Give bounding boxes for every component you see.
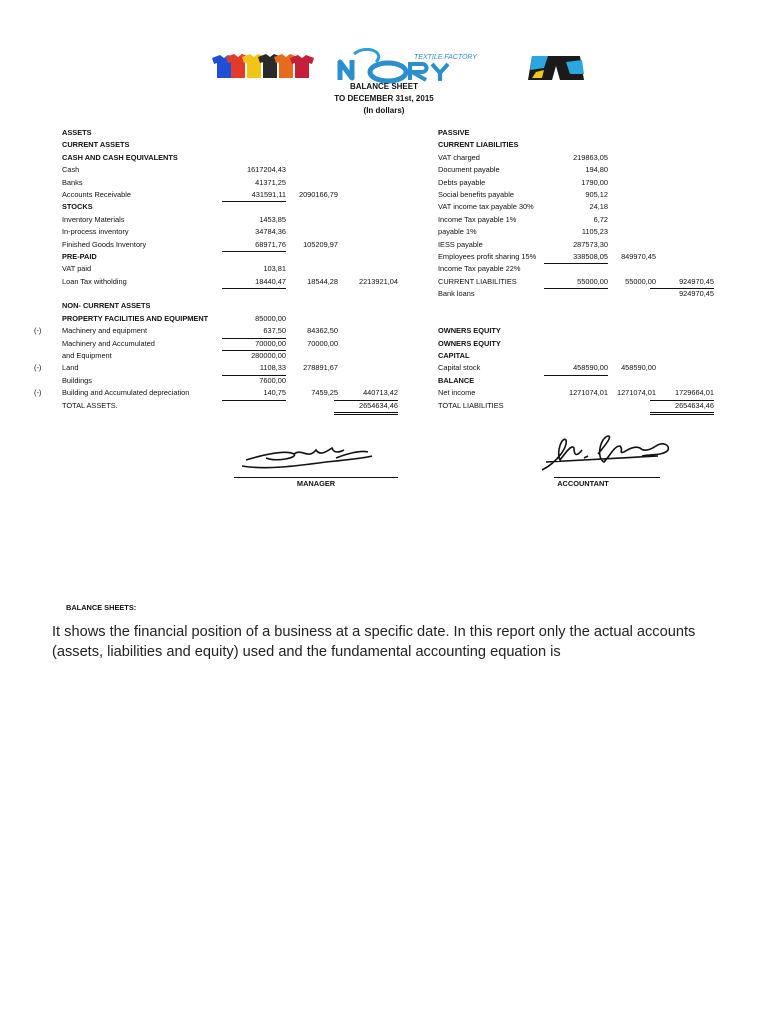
liabilities-row (438, 387, 714, 399)
assets-section (34, 127, 402, 412)
amount-col2: 7459,25 (311, 388, 338, 398)
amount-col1: 431591,11 (222, 189, 286, 202)
minus-marker: (-) (34, 388, 42, 398)
assets-row (34, 387, 402, 399)
liabilities-row (438, 177, 714, 189)
liabilities-row (438, 239, 714, 251)
liabilities-row (438, 300, 714, 312)
liabilities-row (438, 139, 714, 151)
account-label: Loan Tax witholding (62, 276, 127, 286)
liabilities-section (438, 127, 714, 412)
account-label: VAT charged (438, 152, 480, 162)
liabilities-row (438, 152, 714, 164)
account-label: and Equipment (62, 351, 112, 361)
account-label: Finished Goods Inventory (62, 239, 147, 249)
assets-row (62, 177, 402, 189)
amount-col1: 6,72 (593, 214, 608, 224)
amount-col1: 1108,33 (222, 362, 286, 375)
amount-col2: 18544,28 (307, 276, 338, 286)
amount-col1: 1617204,43 (246, 165, 286, 175)
amount-col1: 55000,00 (544, 276, 608, 289)
amount-col1: 637,50 (222, 325, 286, 338)
accountant-label: ACCOUNTANT (557, 479, 609, 488)
sheet-date: TO DECEMBER 31st, 2015 (334, 94, 434, 103)
account-label: CURRENT LIABILITIES (438, 140, 519, 150)
amount-col1: 1105,23 (581, 227, 608, 237)
liabilities-row (438, 400, 714, 412)
account-label: CAPITAL (438, 351, 470, 361)
accountant-signature-line (554, 477, 660, 478)
amount-col1: 103,81 (263, 264, 286, 274)
accountant-signature (538, 432, 674, 474)
brand-tagline: TEXTILE FACTORY (414, 54, 477, 61)
shorts-logo (526, 54, 586, 82)
assets-row (62, 127, 402, 139)
liabilities-row (438, 226, 714, 238)
account-label: Machinery and equipment (62, 326, 148, 336)
amount-col2: 849970,45 (621, 251, 656, 261)
liabilities-row (438, 127, 714, 139)
manager-signature-line (234, 477, 398, 478)
amount-col1: 70000,00 (222, 338, 286, 351)
account-label: Capital stock (438, 363, 481, 373)
assets-row (62, 251, 402, 263)
assets-row (62, 214, 402, 226)
account-label: Net income (438, 388, 476, 398)
account-label: CURRENT LIABILITIES (438, 276, 517, 286)
account-label: BALANCE (438, 375, 475, 385)
account-label: Accounts Receivable (62, 189, 132, 199)
tshirts-logo (210, 52, 318, 80)
amount-col1: 34784,36 (255, 227, 286, 237)
account-label: Social benefits payable (438, 189, 515, 199)
account-label: Machinery and Accumulated (62, 338, 155, 348)
amount-col2: 55000,00 (625, 276, 656, 286)
assets-row (62, 201, 402, 213)
minus-marker: (-) (34, 326, 42, 336)
amount-col2: 1271074,01 (616, 388, 656, 398)
assets-row (62, 350, 402, 362)
amount-col3: 440713,42 (334, 387, 398, 400)
assets-row (62, 152, 402, 164)
account-label: Document payable (438, 165, 500, 175)
account-label: NON- CURRENT ASSETS (62, 301, 151, 311)
amount-col1: 1271074,01 (568, 388, 608, 398)
amount-col3: 924970,45 (650, 276, 714, 289)
account-label: Bank loans (438, 289, 475, 299)
amount-col1: 280000,00 (251, 351, 286, 361)
account-label: In-process inventory (62, 227, 129, 237)
manager-signature (236, 440, 376, 474)
footer-paragraph: It shows the financial position of a business at a specific date. In this report only the actual accounts (assets, liabilities and equity) used and the fundamental accounting equation is (52, 624, 696, 660)
assets-row (62, 288, 402, 300)
account-label: OWNERS EQUITY (438, 326, 501, 336)
assets-row (62, 313, 402, 325)
account-label: Inventory Materials (62, 214, 125, 224)
sheet-title: BALANCE SHEET (349, 82, 418, 91)
assets-row (62, 375, 402, 387)
liabilities-row (438, 350, 714, 362)
account-label: Income Tax payable 22% (438, 264, 521, 274)
liabilities-row (438, 263, 714, 275)
amount-col1: 140,75 (222, 387, 286, 400)
liabilities-row (438, 288, 714, 300)
nory-brand-logo (336, 48, 480, 84)
assets-row (34, 362, 402, 374)
amount-col2: 70000,00 (307, 338, 338, 348)
assets-row (62, 300, 402, 312)
liabilities-row (438, 313, 714, 325)
account-label: TOTAL LIABILITIES (438, 400, 504, 410)
assets-row (62, 189, 402, 201)
assets-row (62, 139, 402, 151)
account-label: Buildings (62, 375, 92, 385)
liabilities-row (438, 362, 714, 374)
account-label: PROPERTY FACILITIES AND EQUIPMENT (62, 313, 209, 323)
amount-col1: 1453,85 (259, 214, 286, 224)
amount-col1: 41371,25 (255, 177, 286, 187)
assets-row (34, 325, 402, 337)
amount-col3: 2213921,04 (358, 276, 398, 286)
account-label: CASH AND CASH EQUIVALENTS (62, 152, 178, 162)
assets-row (62, 276, 402, 288)
account-label: PRE-PAID (62, 251, 97, 261)
liabilities-row (438, 251, 714, 263)
assets-row (62, 226, 402, 238)
liabilities-row (438, 338, 714, 350)
amount-col1: 85000,00 (255, 313, 286, 323)
minus-marker: (-) (34, 363, 42, 373)
amount-col3: 2654634,46 (650, 400, 714, 415)
amount-col1: 458590,00 (544, 362, 608, 375)
account-label: payable 1% (438, 227, 477, 237)
account-label: VAT paid (62, 264, 92, 274)
account-label: Building and Accumulated depreciation (62, 388, 190, 398)
account-label: CURRENT ASSETS (62, 140, 130, 150)
assets-row (62, 239, 402, 251)
liabilities-row (438, 201, 714, 213)
amount-col1: 194,80 (585, 165, 608, 175)
amount-col1: 905,12 (585, 189, 608, 199)
amount-col3: 2654634,46 (334, 400, 398, 415)
account-label: Employees profit sharing 15% (438, 251, 537, 261)
assets-row (62, 400, 402, 412)
account-label: VAT income tax payable 30% (438, 202, 534, 212)
liabilities-row (438, 276, 714, 288)
amount-col2: 84362,50 (307, 326, 338, 336)
assets-row (62, 263, 402, 275)
account-label: Cash (62, 165, 80, 175)
amount-col1: 1790,00 (581, 177, 608, 187)
manager-label: MANAGER (296, 479, 336, 488)
liabilities-row (438, 214, 714, 226)
sheet-units: (In dollars) (363, 106, 405, 115)
amount-col2: 105209,97 (303, 239, 338, 249)
liabilities-row (438, 325, 714, 337)
account-label: ASSETS (62, 128, 92, 137)
amount-col2: 458590,00 (621, 363, 656, 373)
amount-col1: 219863,05 (573, 152, 608, 162)
amount-col1: 338508,05 (544, 251, 608, 264)
account-label: Income Tax payable 1% (438, 214, 517, 224)
amount-col1: 68971,76 (222, 239, 286, 252)
amount-col3: 924970,45 (679, 289, 714, 299)
account-label: STOCKS (62, 202, 93, 212)
amount-col1: 7600,00 (259, 375, 286, 385)
amount-col2: 2090166,79 (298, 189, 338, 199)
liabilities-row (438, 375, 714, 387)
amount-col1: 24,18 (589, 202, 608, 212)
assets-row (62, 164, 402, 176)
amount-col1: 18440,47 (222, 276, 286, 289)
account-label: Banks (62, 177, 83, 187)
account-label: IESS payable (438, 239, 483, 249)
assets-row (62, 338, 402, 350)
account-label: PASSIVE (438, 128, 470, 137)
account-label: TOTAL ASSETS. (62, 400, 118, 410)
account-label: OWNERS EQUITY (438, 338, 501, 348)
liabilities-row (438, 189, 714, 201)
amount-col1: 287573,30 (573, 239, 608, 249)
footer-heading: BALANCE SHEETS: (66, 603, 137, 612)
account-label: Debts payable (438, 177, 486, 187)
amount-col3: 1729664,01 (650, 387, 714, 400)
account-label: Land (62, 363, 79, 373)
amount-col2: 278891,67 (303, 363, 338, 373)
brand-name: NORY (456, 80, 459, 81)
liabilities-row (438, 164, 714, 176)
